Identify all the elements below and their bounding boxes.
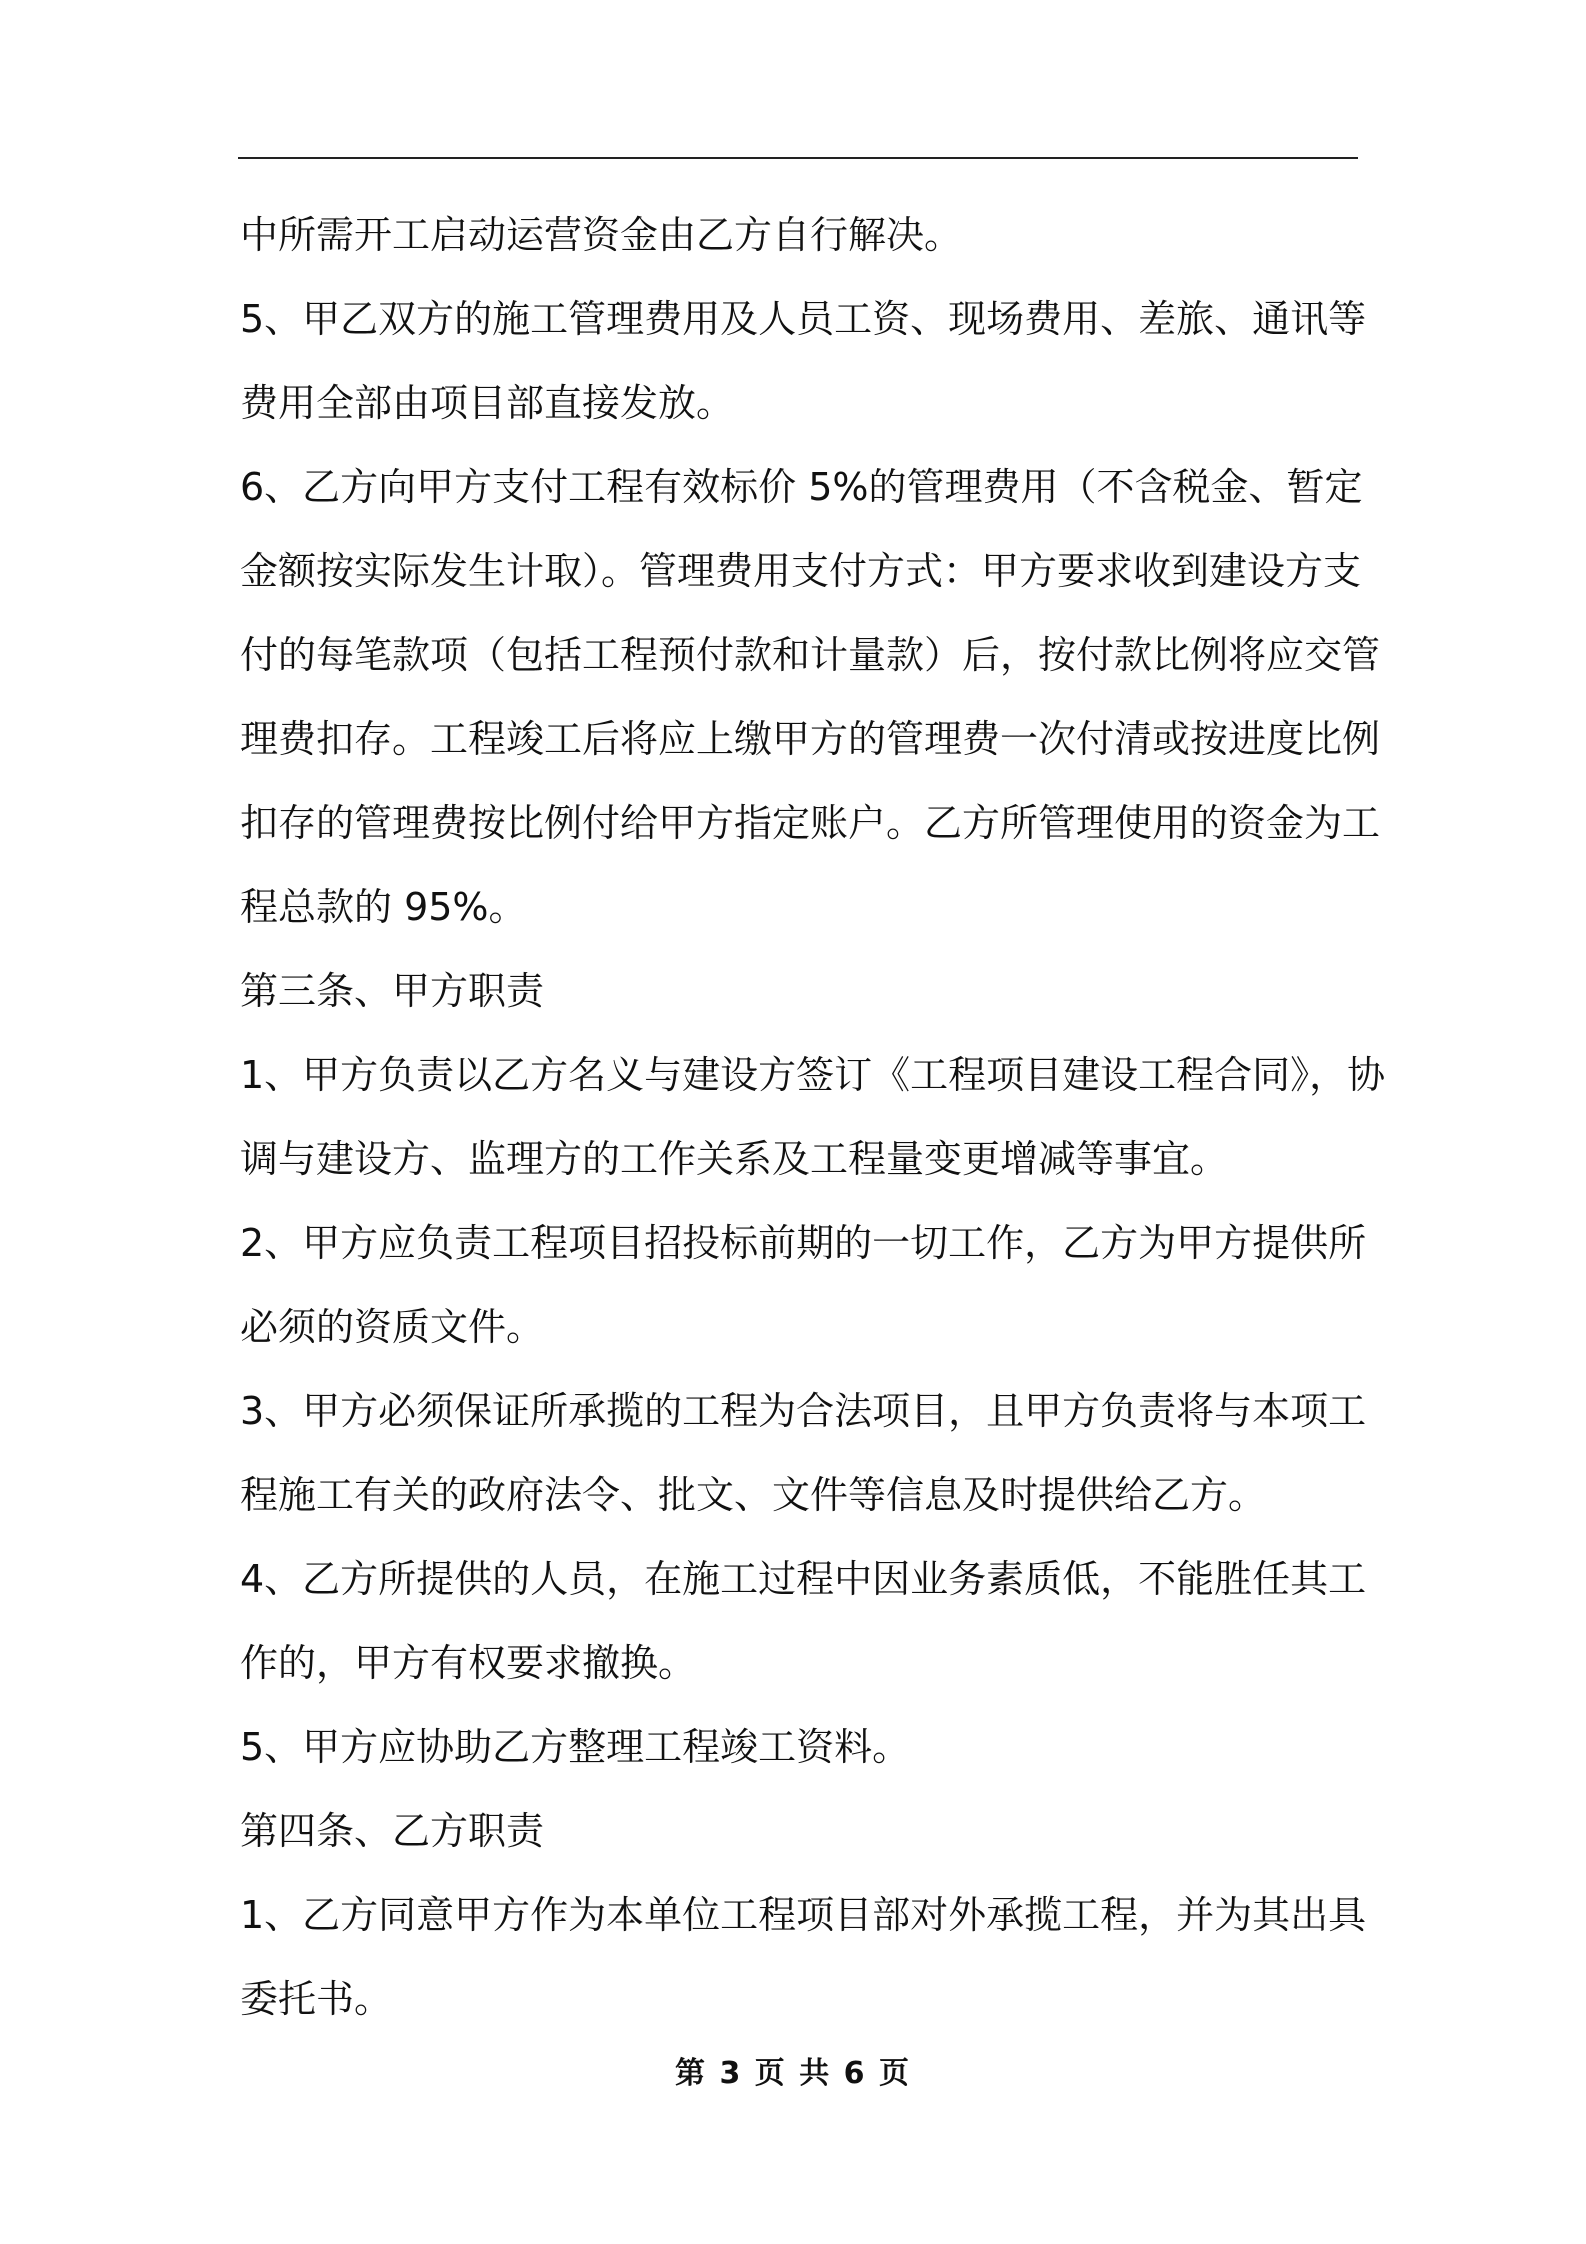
text-line: 5、甲乙双方的施工管理费用及人员工资、现场费用、差旅、通讯等 [240, 297, 1367, 341]
text-line: 6、乙方向甲方支付工程有效标价 5%的管理费用（不含税金、暂定 [240, 465, 1363, 509]
text-line: 中所需开工启动运营资金由乙方自行解决。 [240, 213, 963, 257]
text-line: 调与建设方、监理方的工作关系及工程量变更增减等事宜。 [240, 1137, 1229, 1181]
text-line: 1、乙方同意甲方作为本单位工程项目部对外承揽工程，并为其出具 [240, 1893, 1367, 1937]
text-line: 理费扣存。工程竣工后将应上缴甲方的管理费一次付清或按进度比例 [240, 717, 1381, 761]
header-rule [238, 157, 1358, 159]
section-heading: 第三条、甲方职责 [240, 969, 545, 1013]
text-line: 作的，甲方有权要求撤换。 [240, 1641, 697, 1685]
text-line: 扣存的管理费按比例付给甲方指定账户。乙方所管理使用的资金为工 [240, 801, 1381, 845]
text-line: 3、甲方必须保证所承揽的工程为合法项目，且甲方负责将与本项工 [240, 1389, 1367, 1433]
section-heading: 第四条、乙方职责 [240, 1809, 545, 1853]
text-line: 费用全部由项目部直接发放。 [240, 381, 735, 425]
text-line: 付的每笔款项（包括工程预付款和计量款）后，按付款比例将应交管 [240, 633, 1381, 677]
text-line: 1、甲方负责以乙方名义与建设方签订《工程项目建设工程合同》，协 [240, 1053, 1386, 1097]
text-line: 程总款的 95%。 [240, 885, 527, 929]
document-body [240, 193, 1386, 2041]
text-line: 委托书。 [240, 1977, 393, 2021]
text-line: 金额按实际发生计取）。管理费用支付方式：甲方要求收到建设方支 [240, 549, 1362, 593]
text-line: 必须的资质文件。 [240, 1305, 545, 1349]
text-line: 4、乙方所提供的人员，在施工过程中因业务素质低，不能胜任其工 [240, 1557, 1367, 1601]
page-number: 第 3 页 共 6 页 [675, 2056, 911, 2091]
text-line: 程施工有关的政府法令、批文、文件等信息及时提供给乙方。 [240, 1473, 1267, 1517]
text-line: 5、甲方应协助乙方整理工程竣工资料。 [240, 1725, 911, 1769]
text-line: 2、甲方应负责工程项目招投标前期的一切工作，乙方为甲方提供所 [240, 1221, 1367, 1265]
